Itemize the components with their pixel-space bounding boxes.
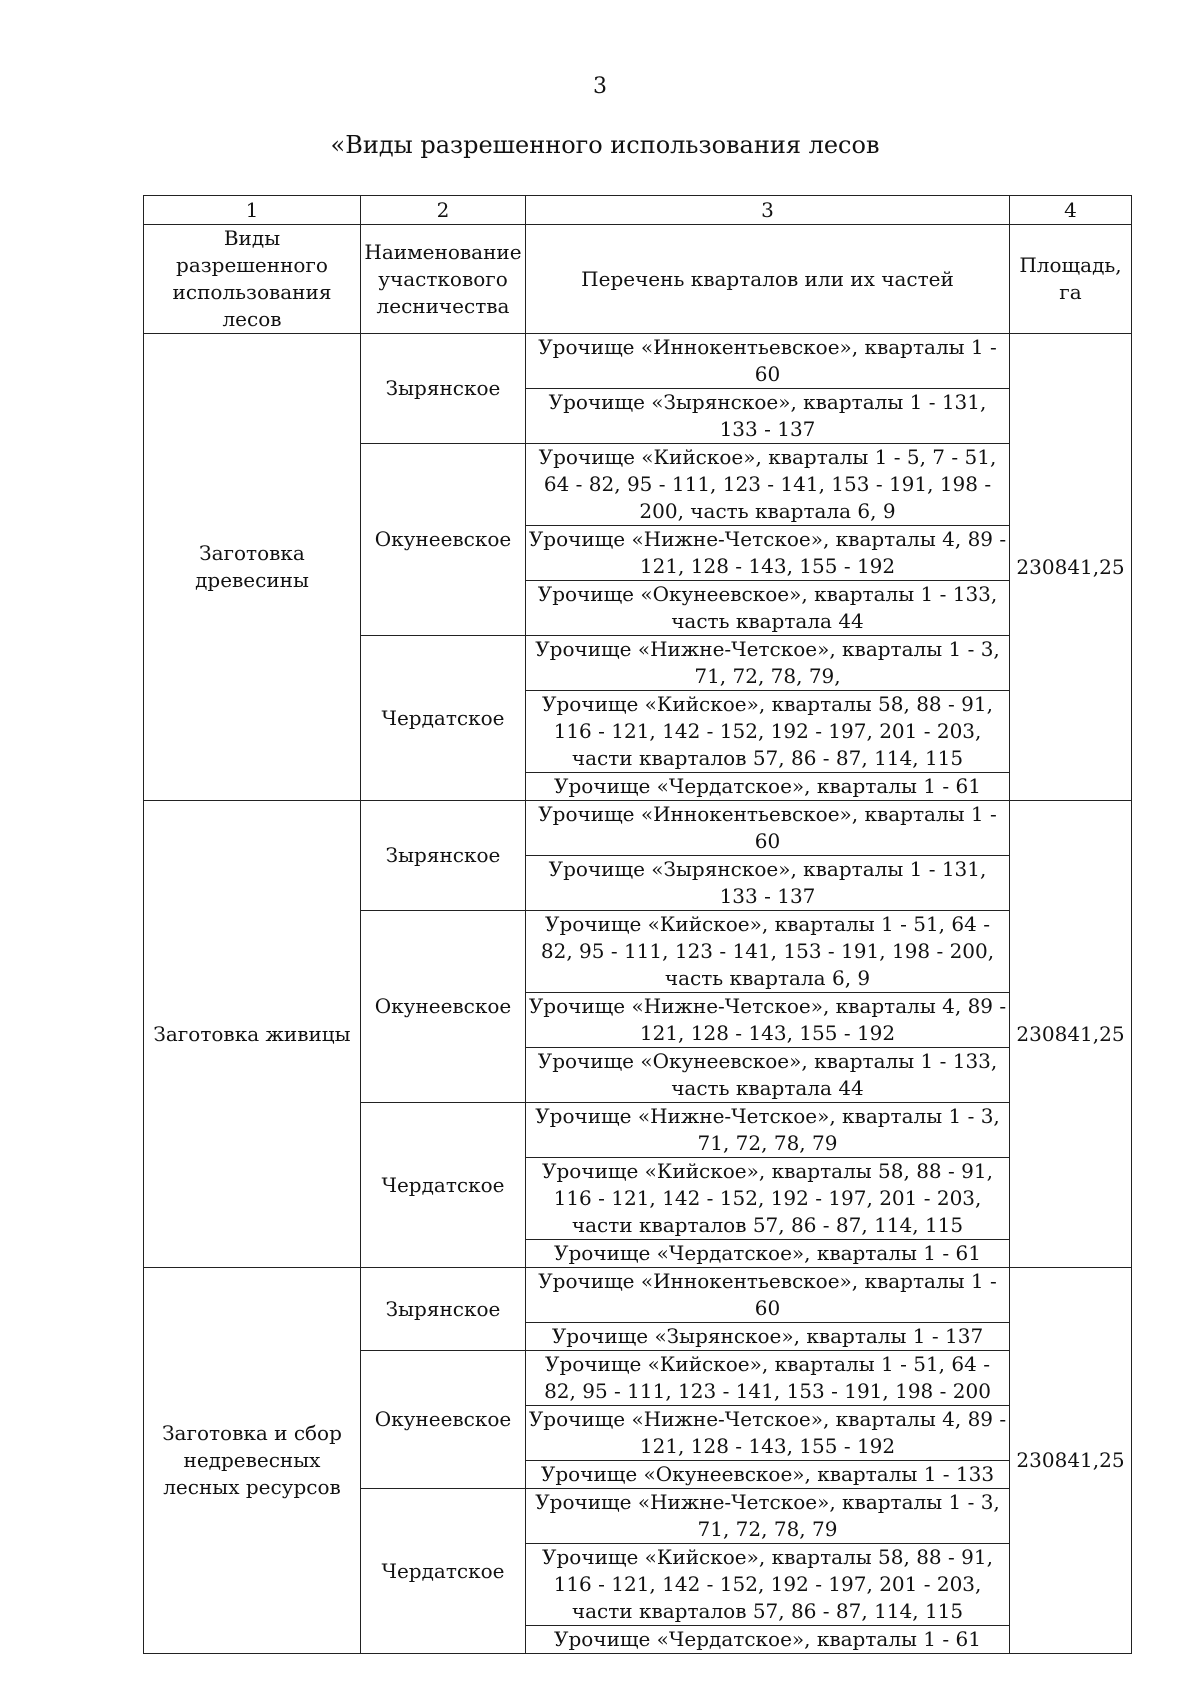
district-name-cell: Зырянское [361,334,526,444]
table-row [144,334,1132,389]
column-number: 4 [1010,196,1132,225]
use-type-cell: Заготовка и сбор недревесных лесных ресурсов [144,1268,361,1654]
page-number: 3 [593,74,607,99]
quarters-list-cell: Урочище «Окунеевское», кварталы 1 - 133, часть квартала 44 [526,581,1010,636]
quarters-list-cell: Урочище «Нижне-Четское», кварталы 4, 89 - 121, 128 - 143, 155 - 192 [526,993,1010,1048]
quarters-list-cell: Урочище «Нижне-Четское», кварталы 1 - 3, 71, 72, 78, 79 [526,1489,1010,1544]
quarters-list-cell: Урочище «Зырянское», кварталы 1 - 137 [526,1323,1010,1351]
use-type-cell: Заготовка живицы [144,801,361,1268]
header-row [144,225,1132,334]
quarters-list-cell: Урочище «Чердатское», кварталы 1 - 61 [526,773,1010,801]
district-name-cell: Зырянское [361,1268,526,1351]
district-name-cell: Окунеевское [361,1351,526,1489]
quarters-list-cell: Урочище «Чердатское», кварталы 1 - 61 [526,1240,1010,1268]
quarters-list-cell: Урочище «Нижне-Четское», кварталы 1 - 3, 71, 72, 78, 79 [526,1103,1010,1158]
column-number: 1 [144,196,361,225]
quarters-list-cell: Урочище «Иннокентьевское», кварталы 1 - 60 [526,334,1010,389]
header-use-type: Виды разрешенного использования лесов [144,225,361,334]
quarters-list-cell: Урочище «Кийское», кварталы 1 - 51, 64 - 82, 95 - 111, 123 - 141, 153 - 191, 198 - 200, часть квартала 6, 9 [526,911,1010,993]
column-number: 2 [361,196,526,225]
quarters-list-cell: Урочище «Кийское», кварталы 1 - 5, 7 - 51, 64 - 82, 95 - 111, 123 - 141, 153 - 191, 198 - 200, часть квартала 6, 9 [526,444,1010,526]
district-name-cell: Чердатское [361,1489,526,1654]
quarters-list-cell: Урочище «Иннокентьевское», кварталы 1 - 60 [526,1268,1010,1323]
area-cell: 230841,25 [1010,334,1132,801]
district-name-cell: Окунеевское [361,444,526,636]
quarters-list-cell: Урочище «Кийское», кварталы 1 - 51, 64 - 82, 95 - 111, 123 - 141, 153 - 191, 198 - 200 [526,1351,1010,1406]
quarters-list-cell: Урочище «Нижне-Четское», кварталы 4, 89 - 121, 128 - 143, 155 - 192 [526,526,1010,581]
header-area: Площадь, га [1010,225,1132,334]
column-number: 3 [526,196,1010,225]
table-row [144,1268,1132,1323]
quarters-list-cell: Урочище «Нижне-Четское», кварталы 4, 89 - 121, 128 - 143, 155 - 192 [526,1406,1010,1461]
district-name-cell: Чердатское [361,636,526,801]
quarters-list-cell: Урочище «Кийское», кварталы 58, 88 - 91, 116 - 121, 142 - 152, 192 - 197, 201 - 203, части кварталов 57, 86 - 87, 114, 115 [526,1158,1010,1240]
quarters-list-cell: Урочище «Чердатское», кварталы 1 - 61 [526,1626,1010,1654]
table-row [144,801,1132,856]
district-name-cell: Чердатское [361,1103,526,1268]
district-name-cell: Окунеевское [361,911,526,1103]
quarters-list-cell: Урочище «Окунеевское», кварталы 1 - 133 [526,1461,1010,1489]
quarters-list-cell: Урочище «Окунеевское», кварталы 1 - 133, часть квартала 44 [526,1048,1010,1103]
quarters-list-cell: Урочище «Нижне-Четское», кварталы 1 - 3, 71, 72, 78, 79, [526,636,1010,691]
district-name-cell: Зырянское [361,801,526,911]
quarters-list-cell: Урочище «Иннокентьевское», кварталы 1 - 60 [526,801,1010,856]
column-number-row [144,196,1132,225]
forest-use-table [143,195,1132,1654]
quarters-list-cell: Урочище «Кийское», кварталы 58, 88 - 91, 116 - 121, 142 - 152, 192 - 197, 201 - 203, части кварталов 57, 86 - 87, 114, 115 [526,1544,1010,1626]
area-cell: 230841,25 [1010,1268,1132,1654]
header-district-name: Наименование участкового лесничества [361,225,526,334]
quarters-list-cell: Урочище «Кийское», кварталы 58, 88 - 91, 116 - 121, 142 - 152, 192 - 197, 201 - 203, части кварталов 57, 86 - 87, 114, 115 [526,691,1010,773]
document-title: «Виды разрешенного использования лесов [330,131,880,159]
header-quarters-list: Перечень кварталов или их частей [526,225,1010,334]
use-type-cell: Заготовка древесины [144,334,361,801]
quarters-list-cell: Урочище «Зырянское», кварталы 1 - 131, 133 - 137 [526,856,1010,911]
quarters-list-cell: Урочище «Зырянское», кварталы 1 - 131, 133 - 137 [526,389,1010,444]
area-cell: 230841,25 [1010,801,1132,1268]
